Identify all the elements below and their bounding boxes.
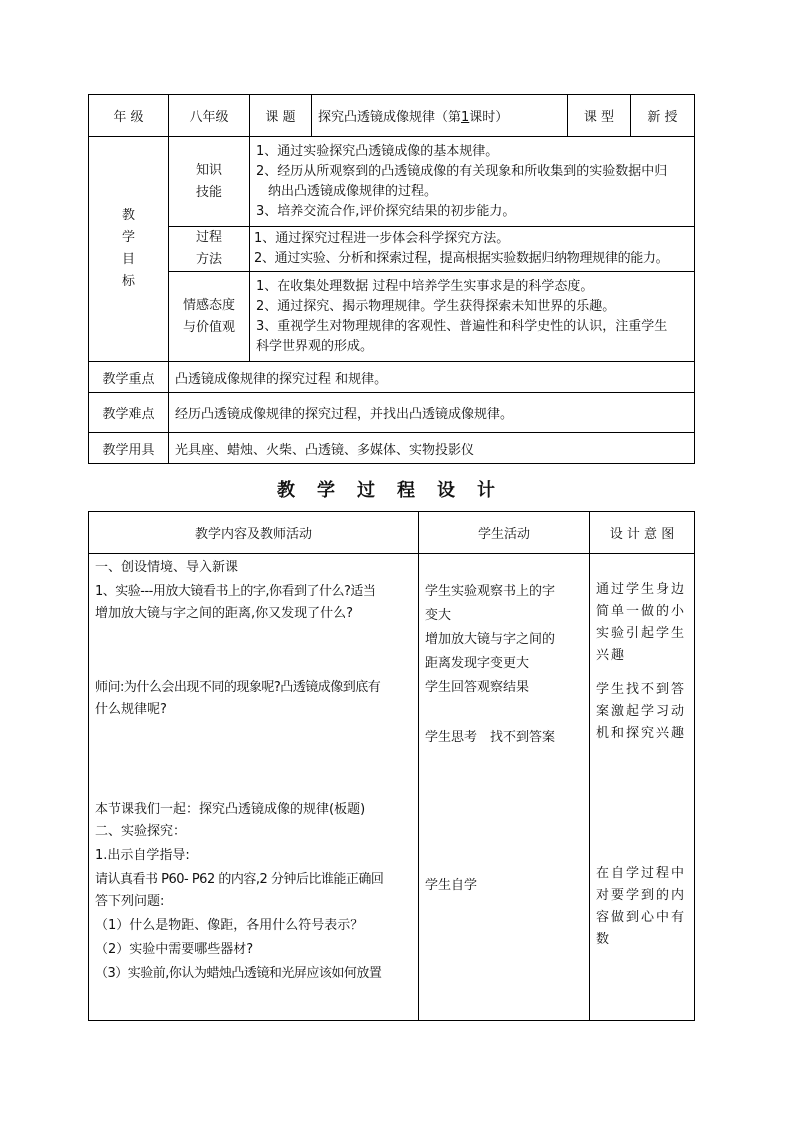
intent-text: 通过学生身边 — [596, 582, 687, 597]
process-line: 1、通过探究过程进一步体会科学探究方法。 — [254, 231, 510, 246]
key-point-label: 教学重点 — [89, 362, 169, 393]
knowledge-row — [89, 137, 695, 227]
attitude-label — [169, 272, 250, 362]
intent-text: 在自学过程中 — [596, 866, 687, 881]
process-row — [89, 227, 695, 272]
difficulty-row — [89, 393, 695, 433]
teacher-text: 增加放大镜与字之间的距离,你又发现了什么? — [95, 606, 354, 621]
key-point-value: 凸透镜成像规律的探究过程 和规律。 — [169, 362, 695, 393]
key-point-row — [89, 362, 695, 393]
attitude-content — [250, 272, 695, 362]
teacher-text: 1、实验---用放大镜看书上的字,你看到了什么?适当 — [95, 584, 376, 599]
intent-text: 容做到心中有 — [596, 910, 687, 925]
process-content-row — [89, 554, 695, 1021]
intent-text: 机和探究兴趣 — [596, 726, 687, 741]
teacher-activity-cell — [89, 554, 419, 1021]
objectives-char: 学 — [121, 230, 135, 245]
objectives-char: 目 — [121, 252, 135, 267]
tools-value: 光具座、蜡烛、火柴、凸透镜、多媒体、实物投影仪 — [169, 433, 695, 464]
teacher-text: （3）实验前,你认为蜡烛凸透镜和光屏应该如何放置 — [95, 966, 382, 981]
knowledge-line: 1、通过实验探究凸透镜成像的基本规律。 — [256, 143, 499, 159]
student-text: 学生实验观察书上的字 — [425, 584, 556, 599]
difficulty-value: 经历凸透镜成像规律的探究过程，并找出凸透镜成像规律。 — [169, 393, 695, 433]
teacher-text: 请认真看书 P60- P62 的内容,2 分钟后比谁能正确回 — [95, 872, 384, 887]
topic-label: 课 题 — [250, 95, 312, 137]
section-title: 教学过程设计 — [277, 480, 517, 501]
objectives-label — [89, 137, 169, 362]
attitude-line: 3、重视学生对物理规律的客观性、普遍性和科学史性的认识，注重学生 — [256, 318, 668, 334]
teacher-text: 一、创设情境、导入新课 — [95, 560, 239, 575]
student-text: 增加放大镜与字之间的 — [425, 632, 556, 647]
student-text: 变大 — [425, 608, 452, 623]
tools-label: 教学用具 — [89, 433, 169, 464]
teacher-text: 答下列问题: — [95, 894, 165, 909]
teacher-text: （1）什么是物距、像距，各用什么符号表示？ — [95, 918, 364, 933]
design-intent-cell — [590, 554, 695, 1021]
type-value: 新 授 — [631, 95, 695, 137]
teacher-text: 二、实验探究： — [95, 824, 187, 839]
knowledge-label — [169, 137, 250, 227]
attitude-label-line: 情感态度 — [182, 297, 235, 313]
process-table — [88, 511, 695, 1021]
intent-text: 实验引起学生 — [596, 626, 687, 641]
intent-column-header: 设 计 意 图 — [590, 512, 695, 554]
intent-text: 对要学到的内 — [596, 888, 687, 903]
type-label: 课 型 — [568, 95, 631, 137]
lesson-info-table — [88, 94, 695, 464]
attitude-label-line: 与价值观 — [182, 319, 235, 335]
teacher-text: 本节课我们一起：探究凸透镜成像的规律(板题) — [95, 802, 366, 817]
teacher-text: 师问:为什么会出现不同的现象呢?凸透镜成像到底有 — [95, 680, 381, 695]
process-header-row — [89, 512, 695, 554]
student-column-header: 学生活动 — [419, 512, 590, 554]
grade-value: 八年级 — [169, 95, 250, 137]
student-text: 距离发现字变更大 — [425, 656, 530, 671]
intent-text: 简单一做的小 — [596, 604, 687, 619]
intent-text: 案激起学习动 — [596, 704, 687, 719]
teacher-text: 什么规律呢? — [95, 702, 167, 717]
topic-prefix: 探究凸透镜成像规律（第 — [318, 110, 462, 125]
knowledge-line: 2、经历从所观察到的凸透镜成像的有关现象和所收集到的实验数据中归 — [256, 163, 668, 179]
process-label-line: 过程 — [195, 230, 222, 245]
topic-suffix: 课时） — [469, 110, 509, 125]
header-row — [89, 95, 695, 137]
attitude-line: 2、通过探究、揭示物理规律。学生获得探索未知世界的乐趣。 — [256, 298, 616, 314]
attitude-line: 科学世界观的形成。 — [256, 338, 374, 354]
knowledge-line: 纳出凸透镜成像规律的过程。 — [268, 183, 438, 199]
process-line: 2、通过实验、分析和探索过程，提高根据实验数据归纳物理规律的能力。 — [254, 251, 669, 266]
objectives-char: 教 — [121, 208, 135, 223]
student-text: 学生自学 — [425, 878, 478, 893]
student-text: 学生思考 找不到答案 — [425, 730, 556, 745]
intent-text: 学生找不到答 — [596, 682, 687, 697]
teacher-text: 1.出示自学指导: — [95, 848, 190, 863]
topic-value — [312, 95, 568, 137]
process-label-line: 方法 — [195, 252, 222, 267]
knowledge-line: 3、培养交流合作,评价探究结果的初步能力。 — [256, 203, 516, 219]
intent-text: 数 — [596, 932, 612, 947]
attitude-line: 1、在收集处理数据 过程中培养学生实事求是的科学态度。 — [256, 278, 594, 294]
process-content — [250, 227, 695, 272]
difficulty-label: 教学难点 — [89, 393, 169, 433]
teacher-text: （2）实验中需要哪些器材? — [95, 942, 254, 957]
tools-row — [89, 433, 695, 464]
knowledge-label-line: 知识 — [195, 162, 222, 178]
knowledge-content — [250, 137, 695, 227]
student-activity-cell — [419, 554, 590, 1021]
attitude-row — [89, 272, 695, 362]
teacher-column-header: 教学内容及教师活动 — [89, 512, 419, 554]
intent-text: 兴趣 — [596, 648, 627, 663]
student-text: 学生回答观察结果 — [425, 680, 530, 695]
objectives-char: 标 — [121, 274, 135, 289]
grade-label: 年 级 — [89, 95, 169, 137]
lesson-number: 1 — [461, 110, 470, 125]
process-label — [169, 227, 250, 272]
knowledge-label-line: 技能 — [195, 184, 222, 200]
